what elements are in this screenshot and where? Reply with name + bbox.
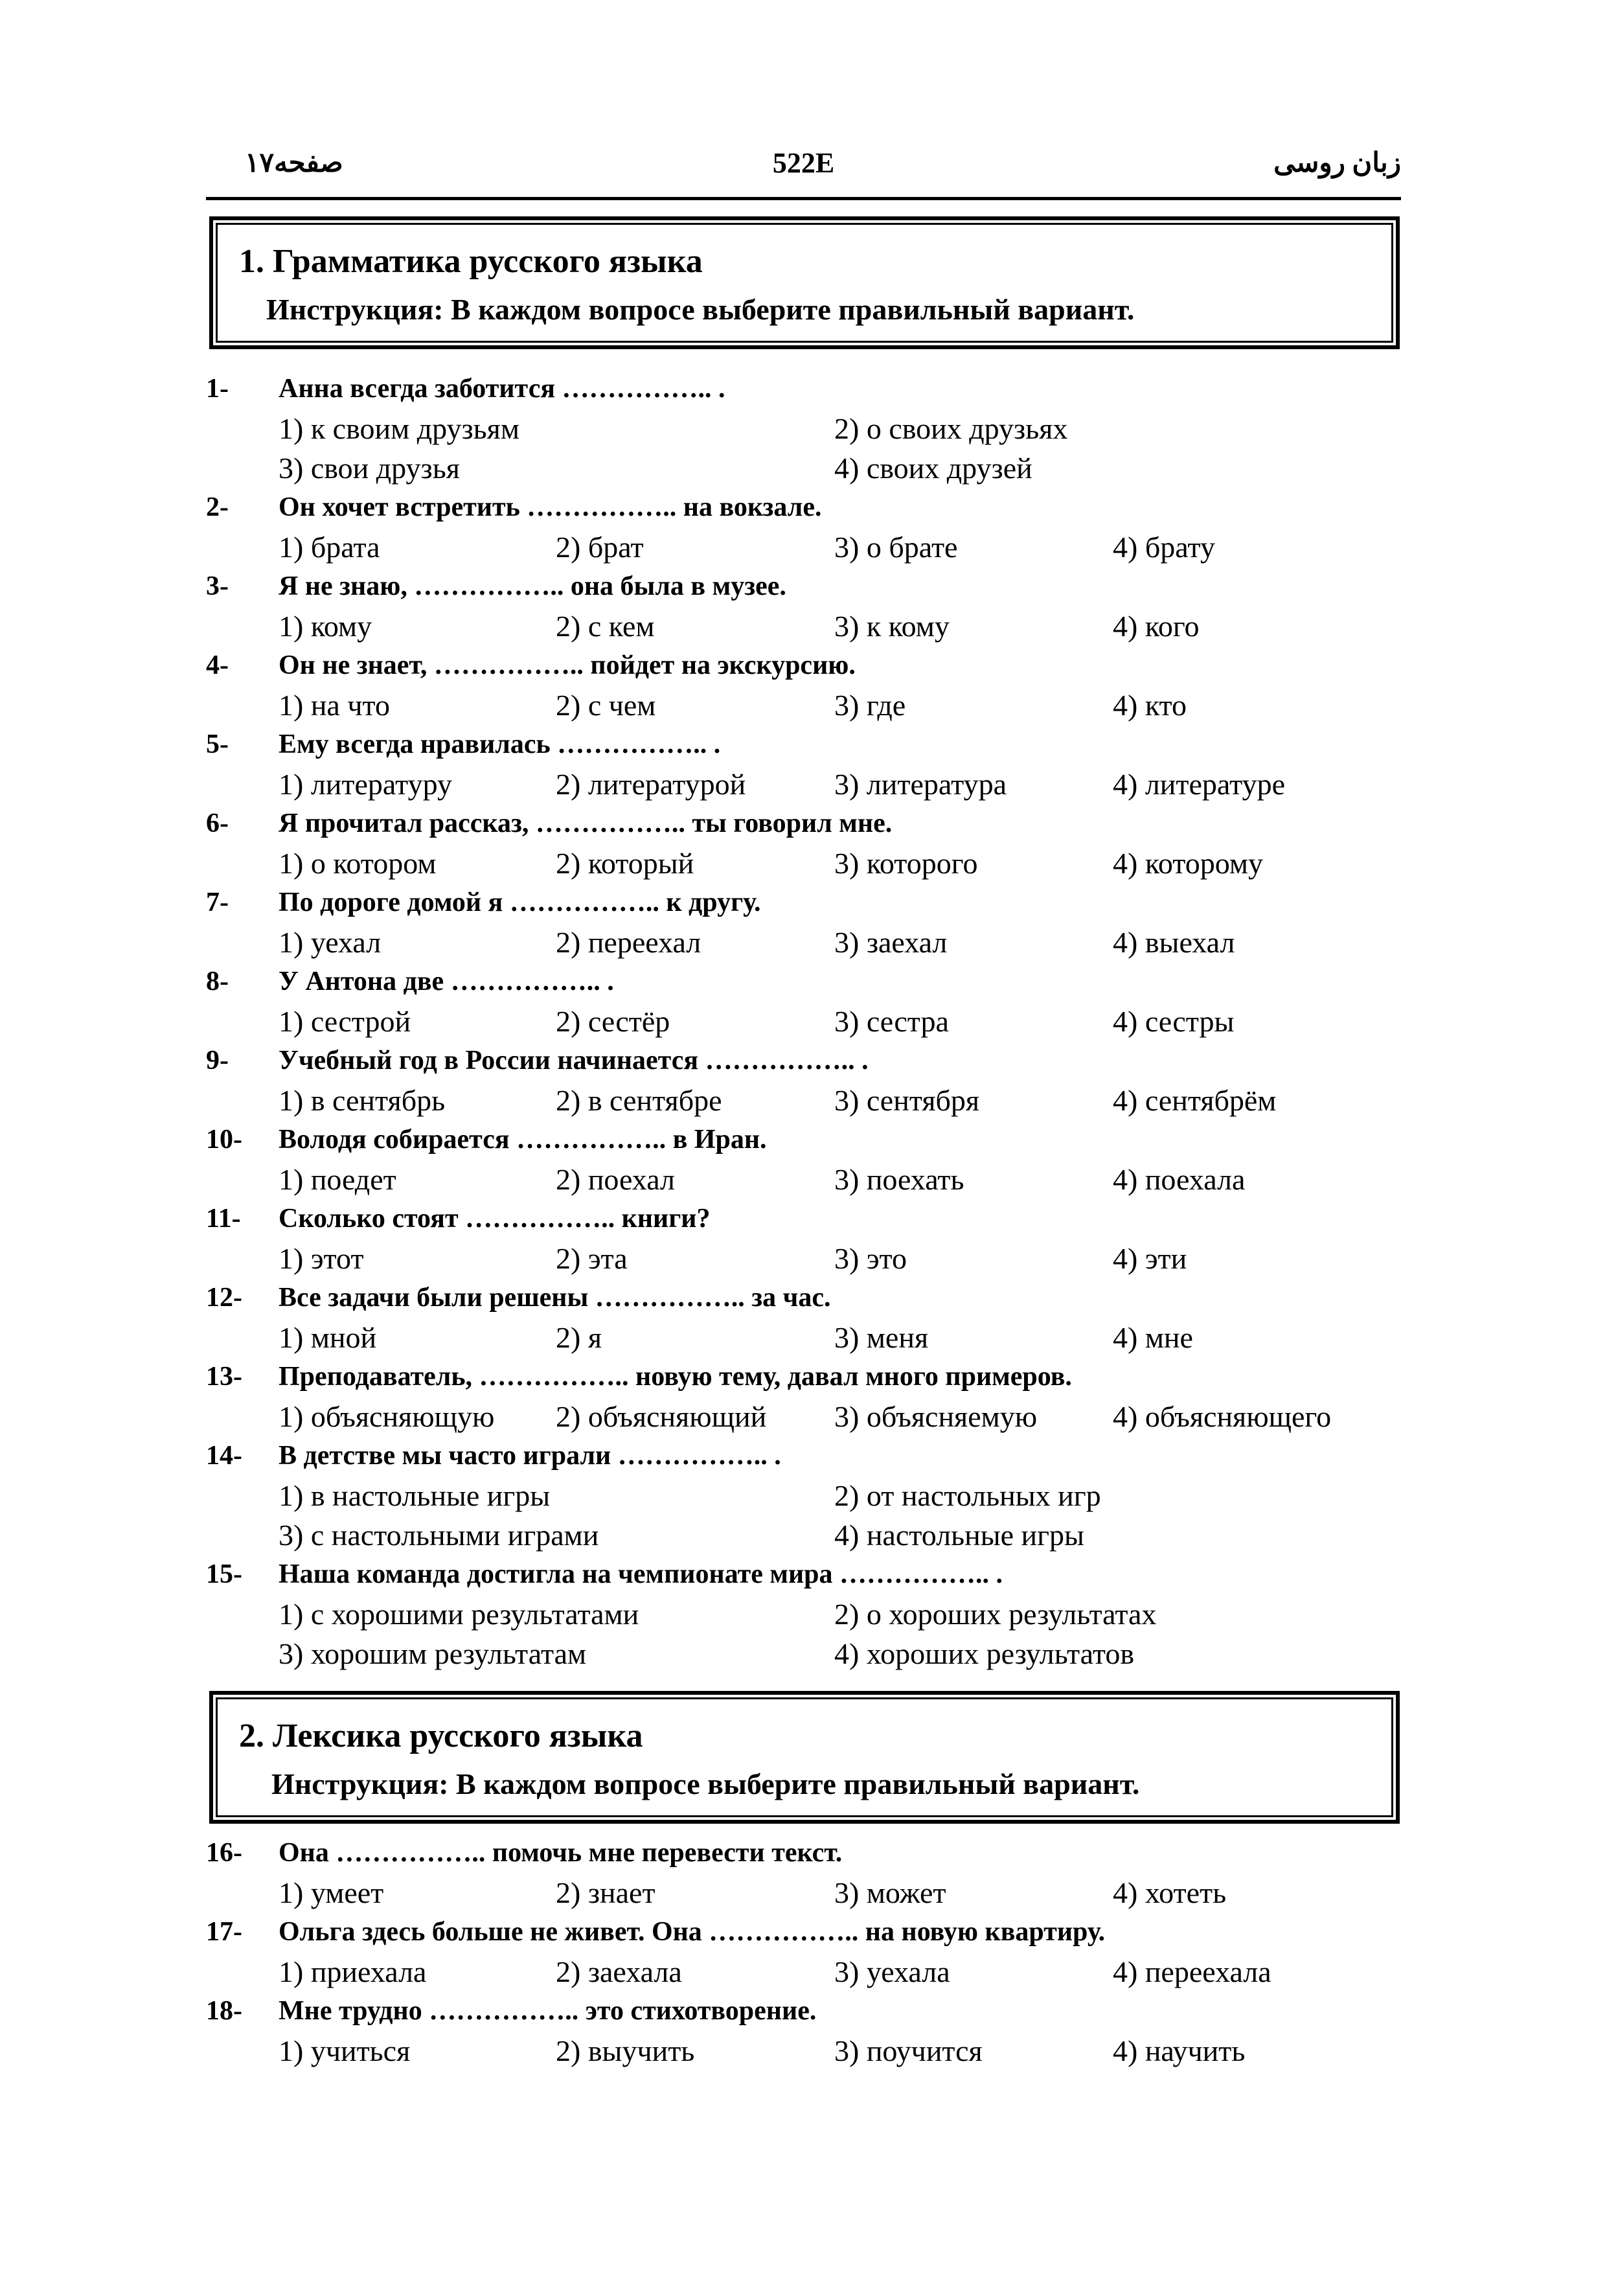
question-9	[206, 1041, 1401, 1120]
option-2[interactable]: 2) переехал	[556, 926, 701, 959]
section-1-instruction: Инструкция: В каждом вопросе выберите правильный вариант.	[266, 293, 1135, 326]
question-6	[206, 804, 1401, 883]
question-text: Володя собирается …………….. в Иран.	[279, 1125, 767, 1154]
option-4[interactable]: 4) которому	[1113, 847, 1263, 880]
question-number: 16-	[206, 1838, 242, 1868]
question-number: 5-	[206, 729, 229, 759]
option-4[interactable]: 4) поехала	[1113, 1163, 1246, 1196]
question-number: 13-	[206, 1362, 242, 1392]
question-text: Преподаватель, …………….. новую тему, давал много примеров.	[279, 1362, 1072, 1392]
option-1[interactable]: 1) брата	[279, 531, 380, 564]
question-text: В детстве мы часто играли …………….. .	[279, 1441, 781, 1471]
option-1[interactable]: 1) умеет	[279, 1876, 384, 1909]
option-3[interactable]: 3) о брате	[834, 531, 958, 564]
option-2[interactable]: 2) брат	[556, 531, 644, 564]
option-2[interactable]: 2) объясняющий	[556, 1400, 767, 1433]
option-1[interactable]: 1) о котором	[279, 847, 437, 880]
question-number: 12-	[206, 1283, 242, 1313]
question-1	[206, 369, 1401, 488]
question-number: 3-	[206, 571, 229, 601]
question-4	[206, 646, 1401, 725]
option-3[interactable]: 3) где	[834, 689, 906, 722]
header-divider	[206, 197, 1401, 200]
option-2[interactable]: 2) о хороших результатах	[834, 1598, 1157, 1631]
option-3[interactable]: 3) свои друзья	[279, 452, 460, 485]
option-1[interactable]: 1) уехал	[279, 926, 382, 959]
option-3[interactable]: 3) поучится	[834, 2034, 983, 2067]
question-number: 18-	[206, 1996, 242, 2026]
option-3[interactable]: 3) меня	[834, 1321, 929, 1354]
option-1[interactable]: 1) поедет	[279, 1163, 396, 1196]
question-text: Она …………….. помочь мне перевести текст.	[279, 1838, 843, 1868]
question-3	[206, 567, 1401, 646]
question-text: Ольга здесь больше не живет. Она …………….. на новую квартиру.	[279, 1917, 1106, 1947]
question-text: У Антона две …………….. .	[279, 967, 614, 996]
question-text: Я не знаю, …………….. она была в музее.	[279, 571, 786, 601]
option-4[interactable]: 4) объясняющего	[1113, 1400, 1332, 1433]
question-number: 7-	[206, 888, 229, 917]
option-2[interactable]: 2) с кем	[556, 610, 655, 643]
option-1[interactable]: 1) литературу	[279, 768, 453, 801]
option-2[interactable]: 2) я	[556, 1321, 602, 1354]
option-2[interactable]: 2) который	[556, 847, 694, 880]
option-1[interactable]: 1) в настольные игры	[279, 1479, 551, 1512]
option-3[interactable]: 3) к кому	[834, 610, 950, 643]
option-1[interactable]: 1) учиться	[279, 2034, 411, 2067]
option-1[interactable]: 1) мной	[279, 1321, 377, 1354]
question-2	[206, 488, 1401, 567]
question-number: 2-	[206, 492, 229, 522]
option-4[interactable]: 4) научить	[1113, 2034, 1246, 2067]
option-1[interactable]: 1) на что	[279, 689, 390, 722]
exam-code: 522E	[772, 147, 835, 179]
option-3[interactable]: 3) заехал	[834, 926, 948, 959]
option-4[interactable]: 4) своих друзей	[834, 452, 1032, 485]
question-5	[206, 725, 1401, 804]
option-2[interactable]: 2) литературой	[556, 768, 746, 801]
section-2-heading-box	[209, 1691, 1400, 1824]
question-text: Мне трудно …………….. это стихотворение.	[279, 1996, 817, 2026]
option-4[interactable]: 4) переехала	[1113, 1955, 1271, 1988]
option-2[interactable]: 2) выучить	[556, 2034, 695, 2067]
option-1[interactable]: 1) этот	[279, 1242, 364, 1275]
question-number: 11-	[206, 1204, 241, 1234]
question-text: Я прочитал рассказ, …………….. ты говорил мне.	[279, 809, 893, 838]
question-number: 4-	[206, 650, 229, 680]
option-4[interactable]: 4) хотеть	[1113, 1876, 1227, 1909]
option-1[interactable]: 1) к своим друзьям	[279, 412, 519, 445]
question-number: 6-	[206, 809, 229, 838]
option-3[interactable]: 3) поехать	[834, 1163, 964, 1196]
option-2[interactable]: 2) поехал	[556, 1163, 675, 1196]
question-18	[206, 1992, 1401, 2071]
option-4[interactable]: 4) мне	[1113, 1321, 1193, 1354]
question-text: Сколько стоят …………….. книги?	[279, 1204, 711, 1234]
question-number: 8-	[206, 967, 229, 996]
section-1-title: 1. Грамматика русского языка	[239, 243, 703, 280]
question-number: 17-	[206, 1917, 242, 1947]
option-1[interactable]: 1) кому	[279, 610, 372, 643]
section-1-heading-box	[209, 216, 1400, 349]
option-3[interactable]: 3) может	[834, 1876, 946, 1909]
question-10	[206, 1120, 1401, 1199]
option-3[interactable]: 3) которого	[834, 847, 978, 880]
option-4[interactable]: 4) сентябрём	[1113, 1084, 1277, 1117]
subject-title: زبان روسی	[1273, 148, 1401, 178]
question-15	[206, 1555, 1401, 1673]
option-4[interactable]: 4) брату	[1113, 531, 1215, 564]
question-number: 9-	[206, 1046, 229, 1075]
option-2[interactable]: 2) в сентябре	[556, 1084, 722, 1117]
option-3[interactable]: 3) хорошим результатам	[279, 1637, 587, 1670]
question-number: 10-	[206, 1125, 242, 1154]
section-2-questions	[206, 1833, 1401, 2071]
option-4[interactable]: 4) литературе	[1113, 768, 1286, 801]
option-3[interactable]: 3) сестра	[834, 1005, 949, 1038]
page-number-label: صفحه۱۷	[245, 148, 343, 178]
option-1[interactable]: 1) сестрой	[279, 1005, 411, 1038]
option-4[interactable]: 4) сестры	[1113, 1005, 1235, 1038]
question-14	[206, 1436, 1401, 1555]
question-12	[206, 1278, 1401, 1357]
option-1[interactable]: 1) с хорошими результатами	[279, 1598, 639, 1631]
section-2-instruction: Инструкция: В каждом вопросе выберите правильный вариант.	[271, 1767, 1140, 1800]
question-11	[206, 1199, 1401, 1278]
section-2-title: 2. Лексика русского языка	[239, 1717, 643, 1754]
option-4[interactable]: 4) настольные игры	[834, 1519, 1084, 1552]
option-1[interactable]: 1) в сентябрь	[279, 1084, 446, 1117]
question-text: Наша команда достигла на чемпионате мира …………….. .	[279, 1559, 1003, 1589]
option-2[interactable]: 2) эта	[556, 1242, 628, 1275]
option-3[interactable]: 3) уехала	[834, 1955, 950, 1988]
question-text: Ему всегда нравилась …………….. .	[279, 729, 721, 759]
question-13	[206, 1357, 1401, 1436]
section-1-questions	[206, 369, 1401, 1673]
option-3[interactable]: 3) объясняемую	[834, 1400, 1038, 1433]
option-2[interactable]: 2) о своих друзьях	[834, 412, 1068, 445]
option-1[interactable]: 1) приехала	[279, 1955, 427, 1988]
question-8	[206, 962, 1401, 1041]
question-text: Он не знает, …………….. пойдет на экскурсию.	[279, 650, 856, 680]
option-3[interactable]: 3) с настольными играми	[279, 1519, 599, 1552]
question-number: 1-	[206, 374, 229, 404]
question-text: Все задачи были решены …………….. за час.	[279, 1283, 831, 1313]
option-4[interactable]: 4) кто	[1113, 689, 1187, 722]
option-2[interactable]: 2) с чем	[556, 689, 656, 722]
option-3[interactable]: 3) сентября	[834, 1084, 980, 1117]
option-2[interactable]: 2) заехала	[556, 1955, 682, 1988]
option-4[interactable]: 4) кого	[1113, 610, 1200, 643]
question-text: Анна всегда заботится …………….. .	[279, 374, 725, 404]
option-4[interactable]: 4) хороших результатов	[834, 1637, 1135, 1670]
question-7	[206, 883, 1401, 962]
option-3[interactable]: 3) это	[834, 1242, 907, 1275]
question-number: 15-	[206, 1559, 242, 1589]
page-header	[206, 144, 1401, 196]
question-16	[206, 1833, 1401, 1912]
option-1[interactable]: 1) объясняющую	[279, 1400, 495, 1433]
option-4[interactable]: 4) выехал	[1113, 926, 1235, 959]
option-2[interactable]: 2) от настольных игр	[834, 1479, 1101, 1512]
question-text: Он хочет встретить …………….. на вокзале.	[279, 492, 822, 522]
question-number: 14-	[206, 1441, 242, 1471]
question-text: По дороге домой я …………….. к другу.	[279, 888, 761, 917]
option-3[interactable]: 3) литература	[834, 768, 1007, 801]
option-2[interactable]: 2) знает	[556, 1876, 655, 1909]
option-2[interactable]: 2) сестёр	[556, 1005, 670, 1038]
question-text: Учебный год в России начинается …………….. .	[279, 1046, 869, 1075]
question-17	[206, 1912, 1401, 1992]
option-4[interactable]: 4) эти	[1113, 1242, 1187, 1275]
